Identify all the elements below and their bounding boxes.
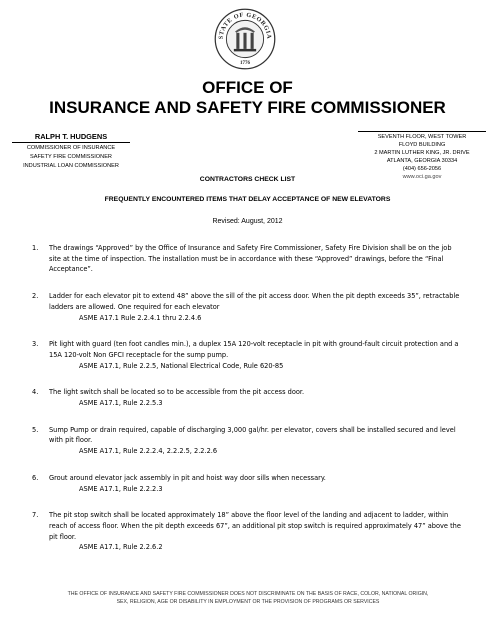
item-text: The light switch shall be located so to be accessible from the pit access door. bbox=[49, 388, 305, 397]
list-item bbox=[32, 510, 462, 553]
commissioner-name: RALPH T. HUDGENS bbox=[12, 132, 130, 143]
commissioner-title: SAFETY FIRE COMMISSIONER bbox=[30, 154, 112, 160]
commissioner-title: COMMISSIONER OF INSURANCE bbox=[26, 145, 116, 151]
item-reference: ASME A17.1, Rule 2.2.2.4, 2.2.2.5, 2.2.2.6 bbox=[79, 447, 218, 456]
item-reference: ASME A17.1, Rule 2.2.5.3 bbox=[79, 399, 163, 408]
footer-line: THE OFFICE OF INSURANCE AND SAFETY FIRE COMMISSIONER DOES NOT DISCRIMINATE ON THE BASIS OF RACE, COLOR, NATIONAL ORIGIN, bbox=[67, 591, 429, 597]
address-line: FLOYD BUILDING bbox=[398, 142, 446, 148]
item-text: Pit light with guard (ten foot candles min.), a duplex 15A 120-volt receptacle in pit with ground-fault circuit protection and a 15A 120-volt Non GFCI receptacle for the sump pump. bbox=[49, 340, 459, 359]
office-title-line2: INSURANCE AND SAFETY FIRE COMMISSIONER bbox=[49, 98, 446, 117]
address-block bbox=[358, 131, 486, 181]
address-line: 2 MARTIN LUTHER KING, JR. DRIVE bbox=[374, 150, 470, 156]
list-item bbox=[32, 473, 462, 494]
item-reference: ASME A17.1 Rule 2.2.4.1 thru 2.2.4.6 bbox=[79, 313, 202, 322]
seal-year: 1776 bbox=[240, 60, 250, 66]
checklist-heading: CONTRACTORS CHECK LIST bbox=[199, 176, 296, 183]
item-number: 6. bbox=[32, 473, 39, 482]
item-text: Ladder for each elevator pit to extend 48” above the sill of the pit access door. When the pit depth exceeds 35”, retractable ladders are allowed. One required for each elevator bbox=[49, 292, 460, 311]
address-line: ATLANTA, GEORGIA 30334 bbox=[386, 158, 458, 164]
address-line: SEVENTH FLOOR, WEST TOWER bbox=[377, 134, 467, 140]
website-link[interactable]: www.oci.ga.gov bbox=[402, 174, 442, 180]
list-item bbox=[32, 291, 462, 323]
nondiscrimination-footer bbox=[28, 590, 468, 606]
seal-ring-text: STATE OF GEORGIA bbox=[217, 11, 273, 40]
state-seal-logo bbox=[214, 8, 276, 70]
item-reference: ASME A17.1, Rule 2.2.5, National Electrical Code, Rule 620-85 bbox=[79, 361, 284, 370]
item-reference: ASME A17.1, Rule 2.2.2.3 bbox=[79, 484, 163, 493]
item-number: 7. bbox=[32, 511, 39, 520]
list-item bbox=[32, 387, 462, 408]
checklist-subheading: FREQUENTLY ENCOUNTERED ITEMS THAT DELAY ACCEPTANCE OF NEW ELEVATORS bbox=[104, 196, 391, 203]
item-text: The pit stop switch shall be located approximately 18” above the floor level of the landing and adjacent to ladder, within reach of access floor. When the pit depth exceeds 67”, an additional pit stop switch is required approximately 47” above the pit floor. bbox=[49, 511, 461, 541]
item-reference: ASME A17.1, Rule 2.2.6.2 bbox=[79, 543, 163, 552]
office-title-line1: OFFICE OF bbox=[202, 78, 293, 97]
footer-line: SEX, RELIGION, AGE OR DISABILITY IN EMPLOYMENT OR THE PROVISION OF PROGRAMS OR SERVICES bbox=[116, 599, 380, 605]
item-number: 2. bbox=[32, 292, 39, 301]
item-number: 4. bbox=[32, 388, 39, 397]
item-number: 1. bbox=[32, 244, 39, 252]
item-text: Grout around elevator jack assembly in pit and hoist way door sills when necessary. bbox=[49, 473, 326, 482]
checklist-items bbox=[32, 243, 462, 569]
list-item bbox=[32, 425, 462, 457]
item-text: Sump Pump or drain required, capable of discharging 3,000 gal/hr. per elevator, covers shall be installed secured and level with pit floor. bbox=[49, 425, 456, 445]
commissioner-title: INDUSTRIAL LOAN COMMISSIONER bbox=[23, 163, 119, 169]
item-number: 5. bbox=[32, 425, 39, 434]
item-number: 3. bbox=[32, 340, 39, 349]
list-item bbox=[32, 243, 462, 275]
list-item bbox=[32, 339, 462, 371]
revised-date: Revised: August, 2012 bbox=[212, 218, 283, 225]
address-rule bbox=[358, 131, 486, 132]
phone-number: (404) 656-2056 bbox=[402, 166, 442, 172]
commissioner-block bbox=[12, 132, 130, 171]
item-text: The drawings “Approved” by the Office of Insurance and Safety Fire Commissioner, Safety Fire Division shall be on the job site at the time of inspection. The installation must be in accordance with these “Approved” drawings, before the “Final Acceptance”. bbox=[49, 244, 452, 274]
